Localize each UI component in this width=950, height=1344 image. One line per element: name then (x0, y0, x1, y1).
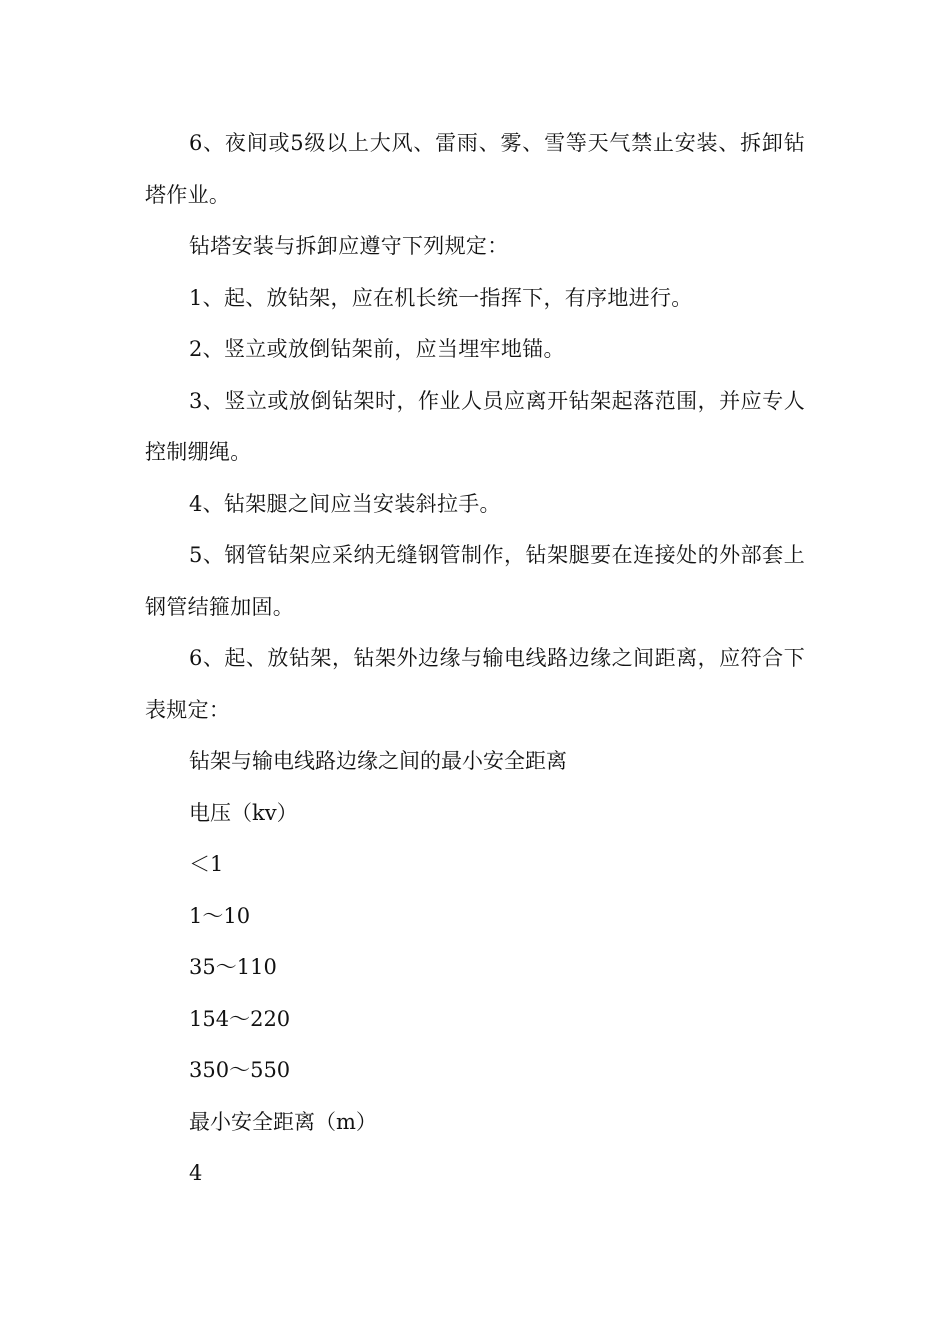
distance-value: 4 (189, 1161, 203, 1185)
voltage-value: 350～550 (189, 1058, 291, 1082)
paragraph-rule-1: 1、起、放钻架，应在机长统一指挥下，有序地进行。 (189, 285, 693, 310)
table-caption: 钻架与输电线路边缘之间的最小安全距离 (189, 749, 567, 773)
paragraph-rule-6: 6、起、放钻架，钻架外边缘与输电线路边缘之间距离，应符合下表规定： (145, 646, 805, 722)
distance-header: 最小安全距离（m） (189, 1109, 377, 1134)
paragraph-rule-2: 2、竖立或放倒钻架前，应当埋牢地锚。 (189, 337, 565, 361)
paragraph-rule-5: 5、钢管钻架应采纳无缝钢管制作，钻架腿要在连接处的外部套上钢管结箍加固。 (145, 543, 805, 619)
voltage-value: 1～10 (189, 903, 251, 928)
voltage-value: 35～110 (189, 955, 277, 979)
paragraph-weather-rule: 6、夜间或5级以上大风、雷雨、雾、雪等天气禁止安装、拆卸钻塔作业。 (145, 131, 805, 207)
voltage-header: 电压（kv） (189, 800, 298, 825)
voltage-value: 154～220 (189, 1006, 291, 1031)
paragraph-rule-3: 3、竖立或放倒钻架时，作业人员应离开钻架起落范围，并应专人控制绷绳。 (145, 388, 805, 464)
voltage-value: ＜1 (189, 852, 224, 876)
paragraph-rule-4: 4、钻架腿之间应当安装斜拉手。 (189, 491, 501, 516)
document-body (145, 118, 805, 1200)
paragraph-rules-intro: 钻塔安装与拆卸应遵守下列规定： (189, 234, 509, 258)
